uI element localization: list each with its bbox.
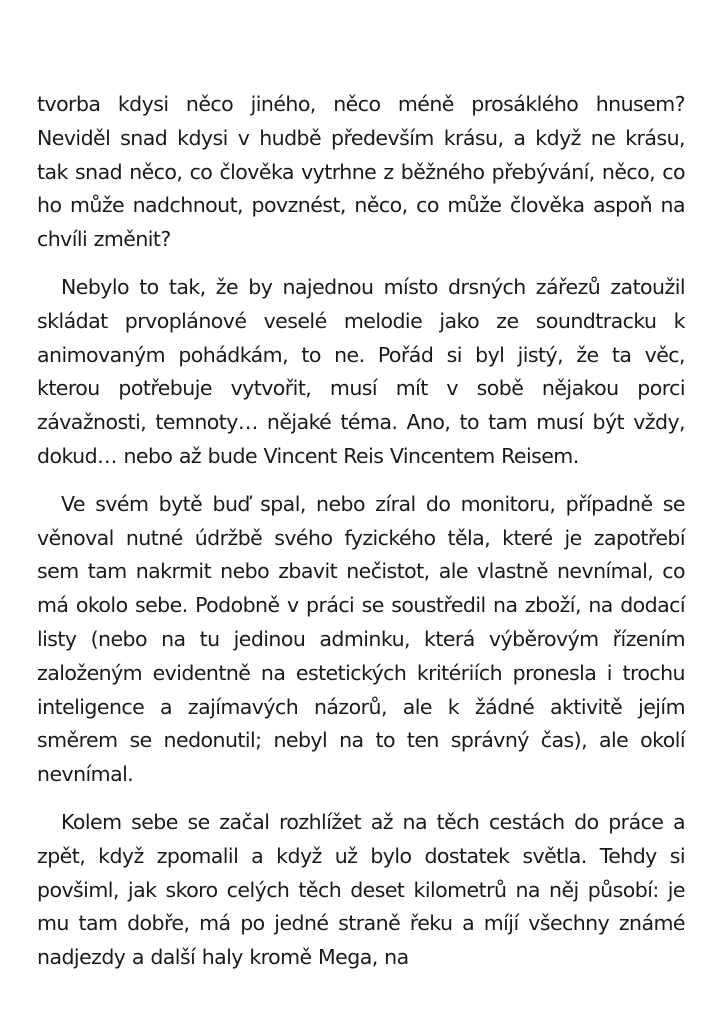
- paragraph-3: Ve svém bytě buď spal, nebo zíral do monitoru, případně se věnoval nutné údržbě svého fyzického těla, které je zapotřebí sem tam nakrmit nebo zbavit nečistot, ale vlastně nevnímal, co má okolo sebe. Podobně v práci se soustředil na zboží, na dodací listy (nebo na tu jedinou adminku, která výběrovým řízením založeným evidentně na estetických kritériích pronesla i trochu inteligence a zajímavých názorů, ale k žádné aktivitě jejím směrem se nedonutil; nebyl na to ten správný čas), ale okolí nevnímal.: [37, 491, 685, 787]
- paragraph-4: Kolem sebe se začal rozhlížet až na těch cestách do práce a zpět, když zpomalil a když už bylo dostatek světla. Tehdy si povšiml, jak skoro celých těch deset kilometrů na něj působí: je mu tam dobře, má po jedné straně řeku a míjí všechny známé nadjezdy a další haly kromě Mega, na: [37, 809, 685, 970]
- book-page-text: [37, 88, 685, 989]
- paragraph-2: Nebylo to tak, že by najednou místo drsných zářezů zatoužil skládat prvoplánové veselé melodie jako ze soundtracku k animovaným pohádkám, to ne. Pořád si byl jistý, že ta věc, kterou potřebuje vytvořit, musí mít v sobě nějakou porci závažnosti, temnoty… nějaké téma. Ano, to tam musí být vždy, dokud… nebo až bude Vincent Reis Vincentem Reisem.: [37, 274, 685, 468]
- paragraph-1: tvorba kdysi něco jiného, něco méně prosáklého hnusem? Neviděl snad kdysi v hudbě především krásu, a když ne krásu, tak snad něco, co člověka vytrhne z běžného přebývání, něco, co ho může nadchnout, povznést, něco, co může člověka aspoň na chvíli změnit?: [37, 92, 685, 252]
